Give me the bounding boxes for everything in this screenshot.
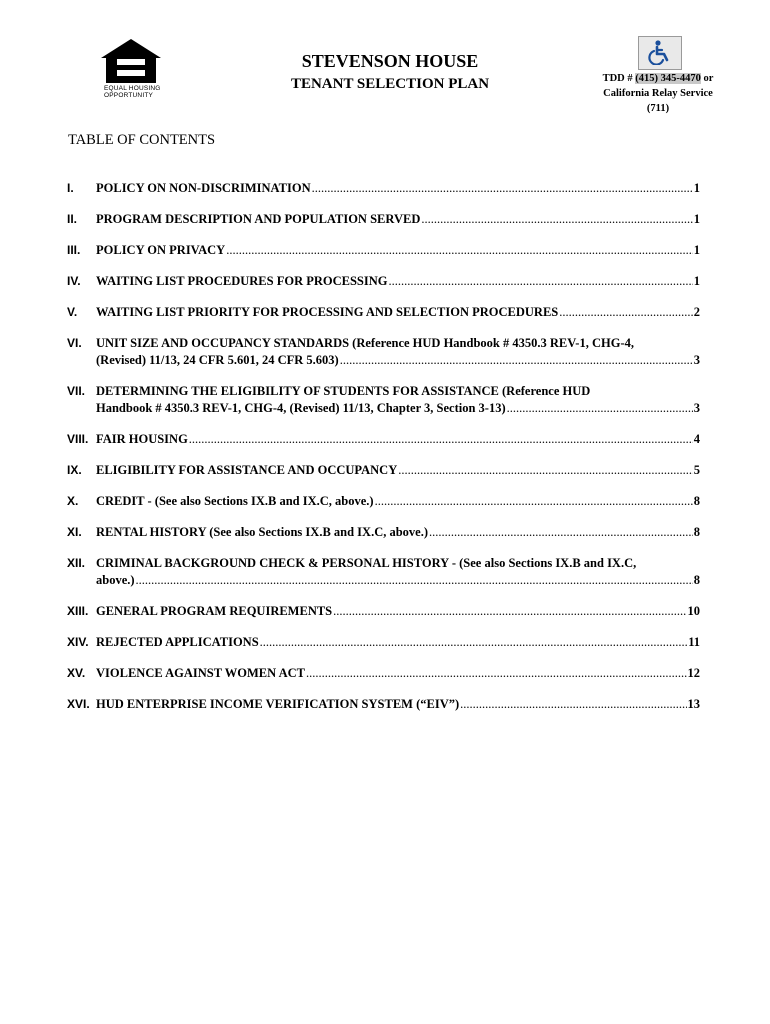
toc-entry-title: HUD ENTERPRISE INCOME VERIFICATION SYSTEM (“EIV”) (96, 697, 460, 711)
document-subtitle: TENANT SELECTION PLAN (290, 76, 490, 92)
toc-entry-page: 4 (693, 432, 700, 446)
toc-entry-body (96, 431, 700, 448)
toc-entry-page: 1 (693, 243, 700, 257)
dot-leader (189, 431, 693, 448)
toc-entry-title: ELIGIBILITY FOR ASSISTANCE AND OCCUPANCY (96, 463, 398, 477)
toc-entry[interactable] (67, 431, 700, 448)
toc-entry-title: GENERAL PROGRAM REQUIREMENTS (96, 604, 333, 618)
dot-leader (429, 524, 693, 541)
dot-leader (559, 304, 693, 321)
toc-entry-title: Handbook # 4350.3 REV-1, CHG-4, (Revised) 11/13, Chapter 3, Section 3-13) (96, 401, 506, 415)
toc-entry-line (96, 352, 700, 369)
toc-entry-line (96, 400, 700, 417)
wheelchair-icon (638, 36, 682, 70)
toc-entry-number: VII. (67, 384, 86, 398)
toc-entry-body (96, 493, 700, 510)
dot-leader (226, 242, 693, 259)
toc-entry[interactable] (67, 242, 700, 259)
toc-entry-body (96, 304, 700, 321)
toc-entry-number: VIII. (67, 432, 89, 446)
toc-entry-number: XI. (67, 525, 82, 539)
equal-housing-caption: EQUAL HOUSING OPPORTUNITY (104, 85, 161, 99)
toc-entry-title: CRIMINAL BACKGROUND CHECK & PERSONAL HISTORY - (See also Sections IX.B and IX.C, (96, 556, 637, 570)
toc-entry-body (96, 555, 700, 589)
equal-housing-logo (100, 38, 166, 99)
toc-entry[interactable] (67, 603, 700, 620)
toc-entry-line (96, 524, 700, 541)
toc-entry-line (96, 273, 700, 290)
toc-entry-line (96, 493, 700, 510)
toc-entry-number: V. (67, 305, 78, 319)
toc-entry-line (96, 211, 700, 228)
toc-entry-line (96, 603, 700, 620)
toc-entry-title: VIOLENCE AGAINST WOMEN ACT (96, 666, 305, 680)
toc-entry-line (96, 634, 700, 651)
dot-leader (340, 352, 693, 369)
toc-entry-body (96, 696, 700, 713)
relay-service-line: California Relay Service (603, 88, 713, 99)
toc-entry-number: X. (67, 494, 79, 508)
toc-entry-body (96, 634, 700, 651)
toc-entry[interactable] (67, 304, 700, 321)
toc-entry[interactable] (67, 634, 700, 651)
dot-leader (460, 696, 686, 713)
table-of-contents (67, 180, 700, 727)
toc-entry[interactable] (67, 383, 700, 417)
toc-entry[interactable] (67, 180, 700, 197)
toc-entry-title: (Revised) 11/13, 24 CFR 5.601, 24 CFR 5.603) (96, 353, 339, 367)
toc-entry-body (96, 462, 700, 479)
toc-entry-body (96, 524, 700, 541)
toc-entry-title: UNIT SIZE AND OCCUPANCY STANDARDS (Reference HUD Handbook # 4350.3 REV-1, CHG-4, (96, 336, 634, 350)
toc-entry-title: RENTAL HISTORY (See also Sections IX.B and IX.C, above.) (96, 525, 429, 539)
toc-entry-page: 8 (693, 525, 700, 539)
toc-entry-page: 13 (687, 697, 700, 711)
dot-leader (312, 180, 693, 197)
toc-entry-page: 1 (693, 212, 700, 226)
toc-entry-number: XVI. (67, 697, 90, 711)
toc-entry-number: XII. (67, 556, 86, 570)
document-title: STEVENSON HOUSE (301, 51, 479, 71)
toc-entry-line (96, 572, 700, 589)
toc-entry-body (96, 383, 700, 417)
toc-entry-number: VI. (67, 336, 82, 350)
toc-entry-title: DETERMINING THE ELIGIBILITY OF STUDENTS FOR ASSISTANCE (Reference HUD (96, 384, 591, 398)
toc-entry-body (96, 273, 700, 290)
toc-entry[interactable] (67, 696, 700, 713)
toc-entry-title: FAIR HOUSING (96, 432, 188, 446)
toc-entry[interactable] (67, 462, 700, 479)
tdd-number: (415) 345-4470 (635, 73, 701, 84)
toc-entry-title: WAITING LIST PROCEDURES FOR PROCESSING (96, 274, 388, 288)
toc-entry-body (96, 242, 700, 259)
toc-entry-number: XIV. (67, 635, 89, 649)
toc-entry-line (96, 665, 700, 682)
toc-entry-body (96, 665, 700, 682)
dot-leader (507, 400, 693, 417)
toc-entry-line (96, 462, 700, 479)
toc-entry[interactable] (67, 524, 700, 541)
toc-entry-page: 1 (693, 274, 700, 288)
toc-entry-body (96, 180, 700, 197)
tdd-prefix: TDD # (602, 73, 636, 84)
toc-entry[interactable] (67, 555, 700, 589)
toc-entry-number: IV. (67, 274, 81, 288)
toc-entry-page: 8 (693, 494, 700, 508)
toc-entry-page: 2 (693, 305, 700, 319)
toc-entry-page: 11 (688, 635, 700, 649)
equal-housing-house-icon (100, 38, 162, 84)
relay-number: (711) (646, 103, 670, 114)
toc-entry-line (96, 431, 700, 448)
dot-leader (375, 493, 693, 510)
tdd-block (570, 71, 746, 116)
toc-entry-page: 10 (687, 604, 700, 618)
toc-entry-title: POLICY ON PRIVACY (96, 243, 226, 257)
toc-entry-body (96, 603, 700, 620)
dot-leader (389, 273, 693, 290)
toc-entry-page: 3 (693, 353, 700, 367)
toc-entry-line (96, 242, 700, 259)
toc-entry-page: 12 (687, 666, 700, 680)
toc-entry[interactable] (67, 335, 700, 369)
toc-entry-number: XIII. (67, 604, 89, 618)
toc-entry-number: III. (67, 243, 81, 257)
toc-entry-line (96, 180, 700, 197)
toc-entry-body (96, 335, 700, 369)
dot-leader (136, 572, 693, 589)
toc-entry-page: 1 (693, 181, 700, 195)
toc-entry-line (96, 304, 700, 321)
dot-leader (421, 211, 692, 228)
toc-entry-line (96, 696, 700, 713)
toc-heading: TABLE OF CONTENTS (68, 132, 216, 148)
toc-entry[interactable] (67, 273, 700, 290)
toc-entry-page: 5 (693, 463, 700, 477)
toc-entry-title: WAITING LIST PRIORITY FOR PROCESSING AND SELECTION PROCEDURES (96, 305, 559, 319)
toc-entry-number: I. (67, 181, 74, 195)
toc-entry[interactable] (67, 493, 700, 510)
toc-entry-number: XV. (67, 666, 86, 680)
dot-leader (398, 462, 693, 479)
toc-entry-page: 3 (693, 401, 700, 415)
toc-entry-title: PROGRAM DESCRIPTION AND POPULATION SERVED (96, 212, 421, 226)
toc-entry[interactable] (67, 211, 700, 228)
toc-entry-title: CREDIT - (See also Sections IX.B and IX.C, above.) (96, 494, 374, 508)
toc-entry-title: POLICY ON NON-DISCRIMINATION (96, 181, 311, 195)
dot-leader (260, 634, 688, 651)
toc-entry-title: above.) (96, 573, 135, 587)
title-block (270, 50, 510, 94)
toc-entry-page: 8 (693, 573, 700, 587)
tdd-line (570, 71, 746, 86)
toc-entry-number: IX. (67, 463, 82, 477)
dot-leader (333, 603, 686, 620)
dot-leader (306, 665, 687, 682)
tdd-suffix: or (700, 73, 714, 84)
toc-entry[interactable] (67, 665, 700, 682)
toc-entry-number: II. (67, 212, 78, 226)
toc-entry-body (96, 211, 700, 228)
toc-entry-title: REJECTED APPLICATIONS (96, 635, 259, 649)
